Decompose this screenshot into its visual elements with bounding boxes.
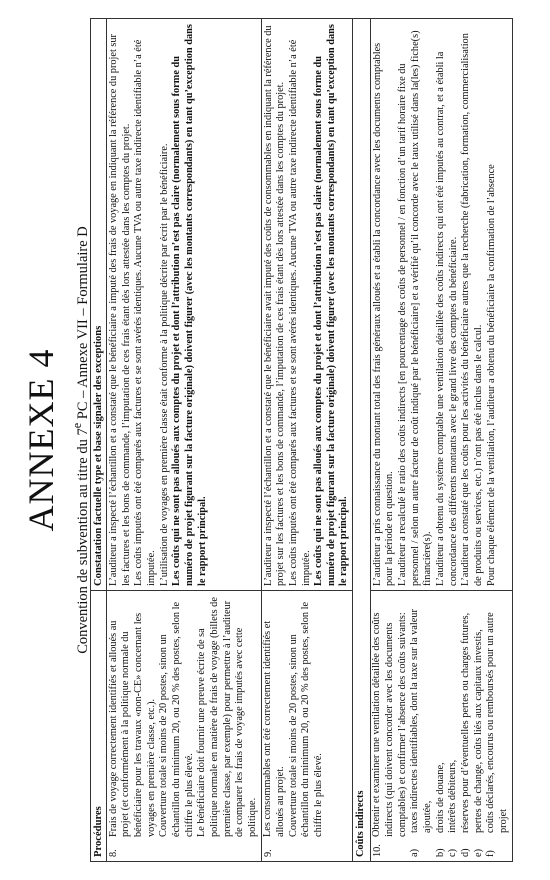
finding-text: L’auditeur a recalculé le ratio des coûts indirects [en pourcentage des coûts de personnel / en fonction d’un tarif horaire fixe du personnel / selon un autre facteur de coût indiqué par le bénéficiaire] et a vérifié qu’il concorde avec le taux utilisé dans la(les) fiche(s) financière(s). [397,30,434,586]
list-letter: f) [485,850,497,857]
finding-text: L’auditeur a constaté que les coûts pour les activités du bénéficiaire autres que la recherche (fabrication, formation, commercialisation de produits ou services, etc.) n’ont pas été inclus dans le calcul. [460,33,485,586]
list-text: droits de douane, [434,762,446,833]
procedure-text: Couverture totale si moins de 20 postes, sinon un échantillon du minimum 20, ou 20 % des postes, selon le chiffre le plus élevé. [287,601,324,837]
page-subtitle [70,0,92,880]
finding-text: Les coûts imputés ont été comparés aux factures et se sont avérés identiques. Aucune TVA ou autre taxe indirecte identifiable n’a été imputée. [133,39,157,586]
list-text: taxes indirectes identifiables, dont la taxe sur la valeur ajoutée, [409,609,434,833]
list-text: pertes de change, coûts liés aux capitaux investis, [472,629,484,833]
exception-note: Les coûts qui ne sont pas alloués aux comptes du projet et dont l’attribution n’est pas claire (normalement sous forme du numéro de projet figurant sur la facture originale) doivent figurer (avec les montants correspondants) en tant qu’exception dans le rapport principal. [313,24,350,586]
subtitle-text: Convention de subvention au titre du 7 [74,428,91,654]
procedure-cell-9 [261,591,353,862]
finding-text: Pour chaque élément de la ventilation, l’auditeur a obtenu du bénéficiaire la confirmation de l’absence [485,164,497,586]
list-item [435,595,448,857]
section-title: Coûts indirects [353,19,371,862]
annex-title: ANNEXE 4 [21,348,61,532]
procedure-text: Couverture totale si moins de 20 postes, sinon un échantillon du minimum 20, ou 20 % des postes, selon le chiffre le plus élevé. [158,601,195,837]
list-text: coûts déclarés, encourus ou remboursés pour un autre projet [485,612,510,833]
finding-text: L’auditeur a obtenu du système comptable une ventilation détaillée des coûts indirects qui ont été imputés au contrat, et a établi la concordance des différents montants avec le grand livre des comptes du bénéficiaire. [435,51,459,586]
list-letter: b) [434,848,446,857]
subtitle-superscript: e [70,422,84,429]
finding-text: L’auditeur a inspecté l’échantillon et a constaté que le bénéficiaire a imputé des frais de voyage en indiquant la référence du projet sur les factures et les bons de commande, l’imputation de ces frais étant dès lors attestée dans les comptes du projet. [108,34,132,586]
procedure-text: Le bénéficiaire doit fournir une preuve écrite de sa politique normale en matière de frais de voyage (billets de première classe, par exemple) pour permettre à l’auditeur de comparer les frais de voyage imputés avec cette politique. [196,597,258,837]
procedures-table [90,18,513,862]
finding-cell-8 [107,19,262,591]
col-header-findings: Constatation factuelle type et base signaler des exceptions [91,19,107,591]
procedure-cell-10 [370,591,512,862]
list-text: réserves pour d’éventuelles pertes ou charges futures, [460,612,472,833]
row-number: 10. [371,844,383,857]
row-number: 9. [262,849,274,857]
list-letter: d) [460,848,472,857]
list-letter: c) [447,849,459,857]
subtitle-text-end: PC – Annexe VII – Formulaire D [74,226,91,423]
section-row [353,19,371,862]
list-item [447,595,460,857]
finding-text: L’auditeur a inspecté l’échantillon et a constaté que le bénéficiaire avait imputé des coûts de consommables en indiquant la référence du projet sur les factures et les bons de commande, l’imputation de ces frais étant dès lors attestée dans les comptes du projet. [262,25,287,586]
table-row [261,19,353,862]
list-item [485,595,510,857]
col-header-procedures: Procédures [91,591,107,862]
list-letter: e) [472,849,484,857]
finding-text: Les coûts imputés ont été comparés aux factures et se sont avérés identiques. Aucune TVA ou autre taxe indirecte identifiable n’a été imputée. [287,39,312,586]
list-item [473,595,486,857]
procedure-cell-8 [107,591,262,862]
finding-text: L’utilisation de voyages en première classe était conforme à la politique décrite par écrit par le bénéficiaire. [158,143,170,586]
table-header-row [91,19,107,862]
procedure-text: Obtenir et examiner une ventilation détaillée des coûts indirects (qui doivent concorder avec les documents comptables) et confirmer l’absence des coûts suivants: [371,612,408,837]
finding-cell-10 [370,19,512,591]
procedure-text: Les consommables ont été correctement identifiés et alloués au projet. [262,620,286,837]
finding-cell-9 [261,19,353,591]
finding-text: L’auditeur a pris connaissance du montant total des frais généraux alloués et a établi la concordance avec les documents comptables pour la période en question. [371,42,396,586]
row-number: 8. [108,849,120,857]
table-row [107,19,262,862]
procedure-text: Frais de voyage correctement identifiés et alloués au projet (et conformément à la politique normale du bénéficiaire pour les travaux «non-CE» concernant les voyages en première classe, etc.). [107,612,157,837]
list-item [409,595,434,857]
list-text: intérêts débiteurs, [447,759,459,833]
table-row [370,19,512,862]
list-letter: a) [409,849,421,857]
exception-note: Les coûts qui ne sont pas alloués aux comptes du projet et dont l’attribution n’est pas claire (normalement sous forme du numéro de projet figurant sur la facture originale) doivent figurer (avec les montants correspondants) en tant qu’exception dans le rapport principal. [171,24,208,586]
list-item [460,595,473,857]
